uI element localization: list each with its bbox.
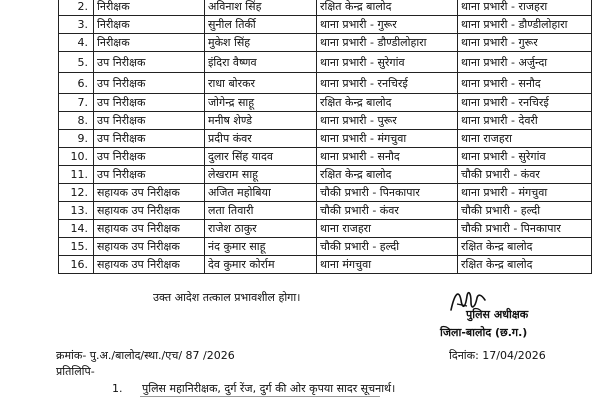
serial-number-cell: 14. [59,220,94,238]
officer-name-cell: मनीष शेण्डे [205,112,317,130]
serial-number-cell: 15. [59,238,94,256]
serial-number-cell: 8. [59,112,94,130]
table-row [59,166,592,184]
officer-name-cell: लेखराम साहू [205,166,317,184]
current-posting-cell: चौकी प्रभारी - हल्दी [317,238,458,256]
table-row [59,34,592,52]
order-effective-statement: उक्त आदेश तत्काल प्रभावशील होगा। [153,291,301,304]
rank-cell: उप निरीक्षक [94,94,205,112]
officer-name-cell: लता तिवारी [205,202,317,220]
officer-name-cell: नंद कुमार साहू [205,238,317,256]
rank-cell: उप निरीक्षक [94,166,205,184]
copy-to-item [112,381,395,396]
current-posting-cell: चौकी प्रभारी - पिनकापार [317,184,458,202]
table-row [59,148,592,166]
new-posting-cell: थाना राजहरा [458,130,592,148]
reference-number: क्रमांक- पु.अ./बालोद/स्था./एच/ 87 /2026 [56,349,235,362]
table-row [59,16,592,34]
current-posting-cell: रक्षित केन्द्र बालोद [317,166,458,184]
officer-name-cell: अजित महोबिया [205,184,317,202]
table-row [59,94,592,112]
rank-cell: उप निरीक्षक [94,148,205,166]
officer-name-cell: सुनील तिर्की [205,16,317,34]
current-posting-cell: रक्षित केन्द्र बालोद [317,0,458,16]
serial-number-cell: 13. [59,202,94,220]
table-row [59,130,592,148]
transfer-table [58,0,592,274]
current-posting-cell: थाना मंगचुवा [317,256,458,274]
new-posting-cell: चौकी प्रभारी - हल्दी [458,202,592,220]
table-row [59,238,592,256]
current-posting-cell: थाना प्रभारी - डौण्डीलोहारा [317,34,458,52]
current-posting-cell: चौकी प्रभारी - कंवर [317,202,458,220]
rank-cell: उप निरीक्षक [94,112,205,130]
current-posting-cell: थाना प्रभारी - मंगचुवा [317,130,458,148]
rank-cell: निरीक्षक [94,0,205,16]
current-posting-cell: थाना प्रभारी - सुरेगांव [317,52,458,73]
rank-cell: निरीक्षक [94,34,205,52]
transfer-table-body [59,0,592,274]
current-posting-cell: थाना राजहरा [317,220,458,238]
officer-name-cell: जोगेन्द्र साहू [205,94,317,112]
new-posting-cell: चौकी प्रभारी - पिनकापार [458,220,592,238]
new-posting-cell: थाना प्रभारी - मंगचुवा [458,184,592,202]
signatory-district: जिला-बालोद (छ.ग.) [440,326,528,339]
new-posting-cell: रक्षित केन्द्र बालोद [458,238,592,256]
table-row [59,184,592,202]
rank-cell: सहायक उप निरीक्षक [94,256,205,274]
new-posting-cell: थाना प्रभारी - रनचिरई [458,94,592,112]
new-posting-cell: थाना प्रभारी - सनौद [458,73,592,94]
new-posting-cell: चौकी प्रभारी - कंवर [458,166,592,184]
officer-name-cell: मुकेश सिंह [205,34,317,52]
serial-number-cell: 5. [59,52,94,73]
table-row [59,202,592,220]
new-posting-cell: थाना प्रभारी - सुरेगांव [458,148,592,166]
table-row [59,52,592,73]
serial-number-cell: 16. [59,256,94,274]
rank-cell: सहायक उप निरीक्षक [94,202,205,220]
new-posting-cell: थाना प्रभारी - राजहरा [458,0,592,16]
rank-cell: उप निरीक्षक [94,130,205,148]
copy-to-item-text: पुलिस महानिरीक्षक, दुर्ग रेंज, दुर्ग की ओर कृपया सादर सूचनार्थ। [142,382,396,395]
rank-cell: निरीक्षक [94,16,205,34]
rank-cell: सहायक उप निरीक्षक [94,184,205,202]
current-posting-cell: थाना प्रभारी - पुरूर [317,112,458,130]
rank-cell: उप निरीक्षक [94,73,205,94]
serial-number-cell: 7. [59,94,94,112]
page-cut-edge [140,396,380,402]
current-posting-cell: थाना प्रभारी - गुरूर [317,16,458,34]
serial-number-cell: 3. [59,16,94,34]
officer-name-cell: अविनाश सिंह [205,0,317,16]
rank-cell: सहायक उप निरीक्षक [94,220,205,238]
serial-number-cell: 11. [59,166,94,184]
new-posting-cell: थाना प्रभारी - अर्जुन्दा [458,52,592,73]
rank-cell: सहायक उप निरीक्षक [94,238,205,256]
new-posting-cell: रक्षित केन्द्र बालोद [458,256,592,274]
new-posting-cell: थाना प्रभारी - गुरूर [458,34,592,52]
current-posting-cell: रक्षित केन्द्र बालोद [317,94,458,112]
serial-number-cell: 12. [59,184,94,202]
officer-name-cell: राजेश ठाकुर [205,220,317,238]
table-row [59,0,592,16]
serial-number-cell: 4. [59,34,94,52]
table-row [59,112,592,130]
table-row [59,220,592,238]
serial-number-cell: 10. [59,148,94,166]
serial-number-cell: 2. [59,0,94,16]
current-posting-cell: थाना प्रभारी - सनौद [317,148,458,166]
new-posting-cell: थाना प्रभारी - देवरी [458,112,592,130]
current-posting-cell: थाना प्रभारी - रनचिरई [317,73,458,94]
officer-name-cell: इंदिरा वैष्णव [205,52,317,73]
officer-name-cell: प्रदीप कंवर [205,130,317,148]
new-posting-cell: थाना प्रभारी - डौण्डीलोहारा [458,16,592,34]
rank-cell: उप निरीक्षक [94,52,205,73]
table-row [59,256,592,274]
copy-to-label: प्रतिलिपि- [56,365,95,378]
serial-number-cell: 9. [59,130,94,148]
signatory-title: पुलिस अधीक्षक [466,308,529,321]
serial-number-cell: 6. [59,73,94,94]
officer-name-cell: राधा बोरकर [205,73,317,94]
reference-date: दिनांक: 17/04/2026 [449,349,546,362]
officer-name-cell: दुलार सिंह यादव [205,148,317,166]
officer-name-cell: देव कुमार कोर्राम [205,256,317,274]
copy-to-item-number: 1. [112,382,123,395]
table-row [59,73,592,94]
